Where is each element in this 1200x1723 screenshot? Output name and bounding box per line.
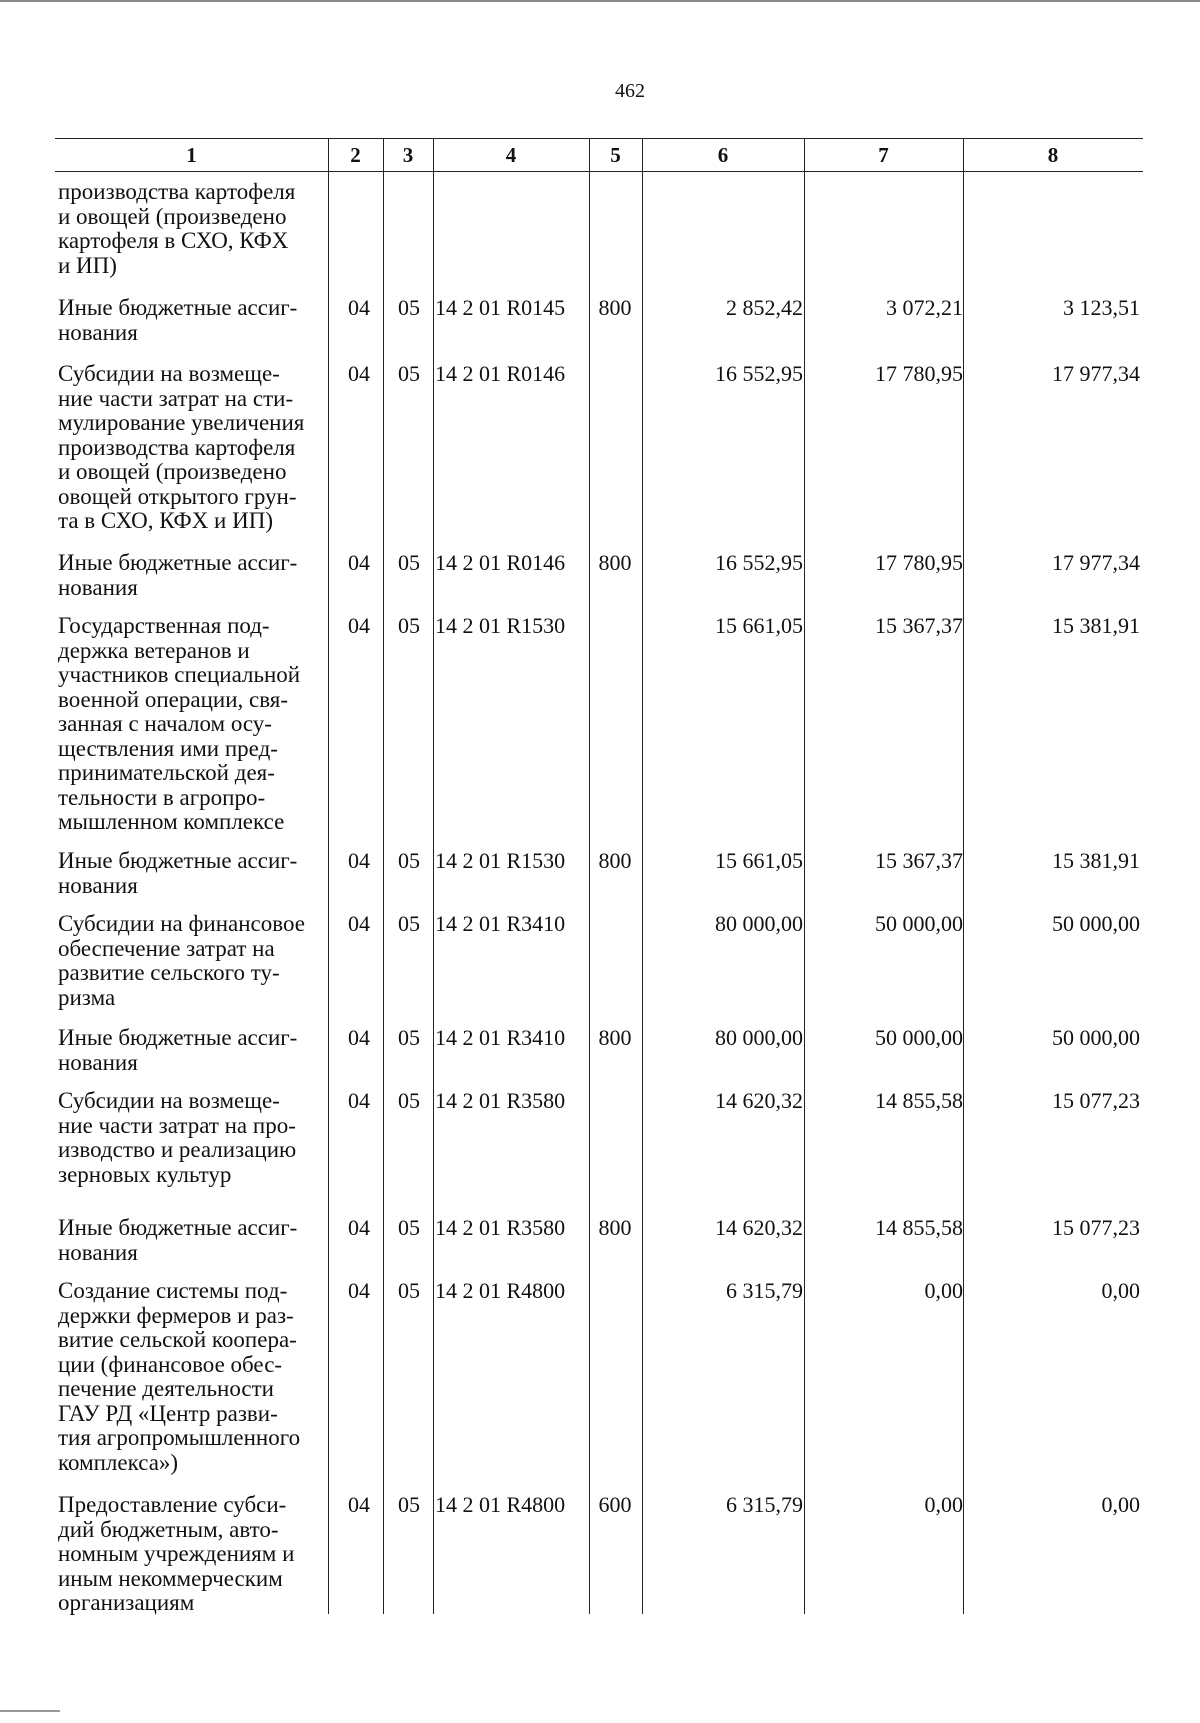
top-border-line (0, 0, 1200, 2)
row-description (58, 1216, 328, 1265)
col-divider (433, 138, 434, 1614)
header-col-3: 3 (402, 143, 414, 167)
description-line: ГАУ РД «Центр разви- (58, 1400, 278, 1426)
expense-type-code: 800 (598, 1215, 632, 1240)
target-article-code: 14 2 01 R3410 (435, 911, 566, 936)
description-line: производства картофеля (58, 434, 296, 460)
header-col-7: 7 (878, 143, 889, 167)
subsection-code: 05 (398, 1278, 420, 1303)
description-line: ризма (58, 984, 116, 1010)
amount-col-6: 80 000,00 (715, 1025, 803, 1050)
amount-col-6: 16 552,95 (715, 361, 803, 386)
description-line: Создание системы под- (58, 1278, 288, 1303)
description-line: Предоставление субси- (58, 1492, 287, 1517)
description-line: держка ветеранов и (58, 637, 250, 663)
expense-type-code: 800 (598, 550, 632, 575)
expense-type-code: 600 (598, 1492, 632, 1517)
subsection-code: 05 (398, 550, 420, 575)
description-line: тия агропромышленного (58, 1425, 301, 1450)
row-description (58, 1089, 328, 1187)
description-line: военной операции, свя- (58, 686, 289, 712)
description-line: Иные бюджетные ассиг- (58, 550, 298, 575)
col-divider (328, 138, 329, 1614)
description-line: ществления ими пред- (58, 735, 278, 761)
section-code: 04 (348, 911, 370, 936)
section-code: 04 (348, 613, 370, 638)
amount-col-8: 50 000,00 (1052, 1025, 1140, 1050)
header-col-1: 1 (186, 143, 197, 167)
amount-col-8: 17 977,34 (1052, 550, 1140, 575)
description-line: участников специальной (58, 662, 301, 687)
amount-col-7: 0,00 (924, 1278, 963, 1303)
amount-col-7: 14 855,58 (875, 1088, 963, 1113)
col-divider (963, 138, 964, 1614)
header-col-2: 2 (350, 143, 361, 167)
description-line: мышленном комплексе (58, 809, 285, 834)
subsection-code: 05 (398, 1088, 420, 1113)
description-line: Иные бюджетные ассиг- (58, 848, 298, 873)
description-line: Субсидии на финансовое (58, 911, 305, 936)
description-line: нования (58, 319, 138, 345)
amount-col-7: 50 000,00 (875, 1025, 963, 1050)
section-code: 04 (348, 361, 370, 386)
section-code: 04 (348, 550, 370, 575)
description-line: дий бюджетным, авто- (58, 1516, 279, 1542)
section-code: 04 (348, 848, 370, 873)
description-line: Иные бюджетные ассиг- (58, 295, 298, 320)
header-col-8: 8 (1047, 143, 1059, 167)
amount-col-8: 15 077,23 (1052, 1088, 1140, 1113)
description-line: изводство и реализацию (58, 1137, 297, 1162)
amount-col-6: 2 852,42 (726, 295, 803, 320)
target-article-code: 14 2 01 R1530 (435, 848, 566, 873)
description-line: держки фермеров и раз- (58, 1302, 294, 1328)
amount-col-8: 17 977,34 (1052, 361, 1140, 386)
subsection-code: 05 (398, 1492, 420, 1517)
subsection-code: 05 (398, 848, 420, 873)
page-number: 462 (615, 80, 645, 102)
section-code: 04 (348, 1278, 370, 1303)
section-code: 04 (348, 1088, 370, 1113)
amount-col-7: 17 780,95 (875, 361, 963, 386)
description-line: нования (58, 1239, 138, 1265)
target-article-code: 14 2 01 R0146 (435, 550, 566, 575)
target-article-code: 14 2 01 R0146 (435, 361, 566, 386)
description-line: нования (58, 872, 138, 898)
description-line: та в СХО, КФХ и ИП) (58, 508, 273, 533)
header-col-4: 4 (505, 143, 517, 167)
row-description (58, 1493, 328, 1616)
amount-col-6: 6 315,79 (726, 1278, 803, 1303)
description-line: комплекса») (58, 1449, 179, 1475)
amount-col-6: 80 000,00 (715, 911, 803, 936)
description-line: номным учреждениям и (58, 1541, 295, 1566)
budget-table (55, 138, 1143, 1614)
description-line: мулирование увеличения (58, 410, 305, 435)
header-col-6: 6 (717, 143, 729, 167)
amount-col-7: 15 367,37 (875, 848, 963, 873)
amount-col-6: 15 661,05 (715, 848, 803, 873)
description-line: ние части затрат на сти- (58, 385, 294, 411)
amount-col-7: 14 855,58 (875, 1215, 963, 1240)
description-line: картофеля в СХО, КФХ (58, 228, 289, 253)
description-line: и овощей (произведено (58, 203, 287, 229)
description-line: ции (финансовое обес- (58, 1351, 283, 1377)
expense-type-code: 800 (598, 848, 632, 873)
description-line: витие сельской коопера- (58, 1327, 297, 1352)
col-divider (589, 138, 590, 1614)
amount-col-8: 3 123,51 (1063, 295, 1140, 320)
amount-col-6: 14 620,32 (715, 1215, 803, 1240)
subsection-code: 05 (398, 295, 420, 320)
description-line: нования (58, 1049, 138, 1075)
target-article-code: 14 2 01 R3410 (435, 1025, 566, 1050)
description-line: тельности в агропро- (58, 784, 266, 810)
amount-col-6: 6 315,79 (726, 1492, 803, 1517)
col-divider (804, 138, 805, 1614)
description-line: Субсидии на возмеще- (58, 1088, 280, 1113)
amount-col-7: 3 072,21 (886, 295, 963, 320)
amount-col-8: 15 381,91 (1052, 848, 1140, 873)
amount-col-6: 14 620,32 (715, 1088, 803, 1113)
description-line: Субсидии на возмеще- (58, 361, 280, 386)
description-line: зерновых культур (58, 1161, 232, 1187)
row-description (58, 1279, 328, 1475)
amount-col-7: 17 780,95 (875, 550, 963, 575)
description-line: развитие сельского ту- (58, 960, 280, 985)
description-line: Иные бюджетные ассиг- (58, 1215, 298, 1240)
amount-col-6: 16 552,95 (715, 550, 803, 575)
section-code: 04 (348, 1492, 370, 1517)
description-line: производства картофеля (58, 179, 296, 204)
amount-col-8: 50 000,00 (1052, 911, 1140, 936)
description-line: нования (58, 574, 138, 600)
description-line: овощей открытого грун- (58, 483, 297, 509)
description-line: Государственная под- (58, 613, 270, 638)
section-code: 04 (348, 1025, 370, 1050)
row-description (58, 1026, 328, 1075)
subsection-code: 05 (398, 911, 420, 936)
row-description (58, 912, 328, 1010)
col-divider (383, 138, 384, 1614)
amount-col-7: 0,00 (924, 1492, 963, 1517)
target-article-code: 14 2 01 R4800 (435, 1278, 566, 1303)
section-code: 04 (348, 1215, 370, 1240)
col-divider (642, 138, 643, 1614)
header-col-5: 5 (610, 143, 621, 167)
description-line: организациям (58, 1590, 195, 1615)
amount-col-8: 15 077,23 (1052, 1215, 1140, 1240)
row-description (58, 551, 328, 600)
amount-col-7: 15 367,37 (875, 613, 963, 638)
target-article-code: 14 2 01 R4800 (435, 1492, 566, 1517)
amount-col-7: 50 000,00 (875, 911, 963, 936)
target-article-code: 14 2 01 R1530 (435, 613, 566, 638)
description-line: занная с началом осу- (58, 711, 272, 736)
subsection-code: 05 (398, 361, 420, 386)
row-description (58, 849, 328, 898)
subsection-code: 05 (398, 1025, 420, 1050)
description-line: ние части затрат на про- (58, 1112, 296, 1138)
bottom-edge-mark (0, 1710, 60, 1712)
description-line: и ИП) (58, 252, 117, 278)
description-line: и овощей (произведено (58, 459, 287, 484)
amount-col-8: 0,00 (1101, 1278, 1140, 1303)
subsection-code: 05 (398, 613, 420, 638)
target-article-code: 14 2 01 R3580 (435, 1088, 566, 1113)
description-line: обеспечение затрат на (58, 935, 275, 961)
row-description (58, 296, 328, 345)
expense-type-code: 800 (598, 295, 632, 320)
amount-col-6: 15 661,05 (715, 613, 803, 638)
subsection-code: 05 (398, 1215, 420, 1240)
description-line: печение деятельности (58, 1376, 274, 1401)
description-line: Иные бюджетные ассиг- (58, 1025, 298, 1050)
row-description (58, 180, 328, 278)
expense-type-code: 800 (598, 1025, 632, 1050)
row-description (58, 614, 328, 835)
target-article-code: 14 2 01 R0145 (435, 295, 566, 320)
description-line: иным некоммерческим (58, 1565, 283, 1591)
target-article-code: 14 2 01 R3580 (435, 1215, 566, 1240)
row-description (58, 362, 328, 534)
description-line: принимательской дея- (58, 760, 275, 785)
amount-col-8: 15 381,91 (1052, 613, 1140, 638)
section-code: 04 (348, 295, 370, 320)
amount-col-8: 0,00 (1101, 1492, 1140, 1517)
